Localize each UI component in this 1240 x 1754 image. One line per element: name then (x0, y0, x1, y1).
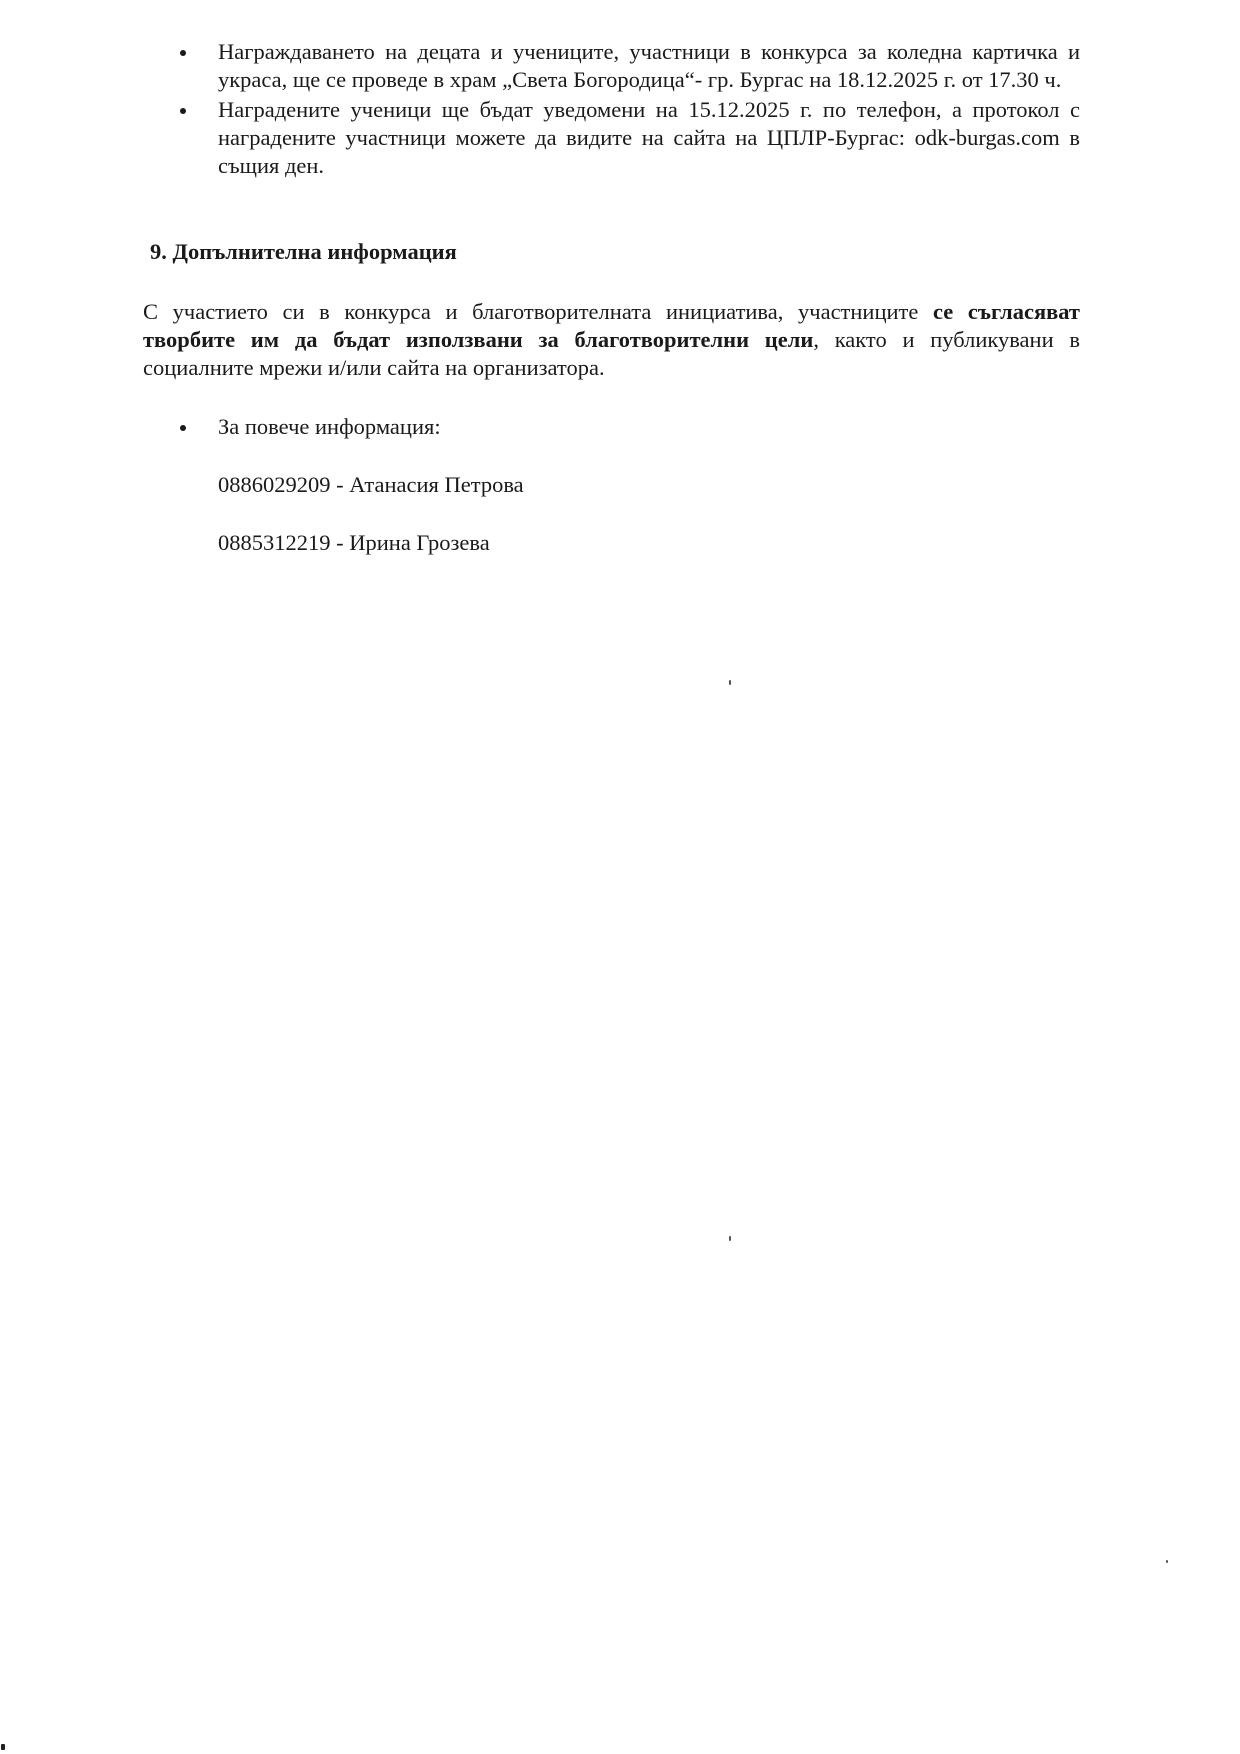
bullet-text: Награждаването на децата и учениците, участници в конкурса за коледна картичка и украса, ще се проведе в храм „Света Богородица“- гр. Бургас на 18.12.2025 г. от 17.30 ч. (218, 39, 1080, 92)
bullet-text: Наградените ученици ще бъдат уведомени на 15.12.2025 г. по телефон, а протокол с наградените участници можете да видите на сайта на ЦПЛР-Бургас: odk-burgas.com в същия ден. (218, 97, 1080, 178)
list-item (172, 38, 1080, 94)
para-text-end: , както и публикувани в социалните мрежи и/или сайта на организатора. (143, 327, 1080, 380)
scan-speck (729, 1236, 731, 1241)
consent-paragraph (143, 298, 1080, 382)
bullet-icon (180, 425, 186, 431)
contact-line: 0885312219 - Ирина Грозева (218, 530, 490, 555)
contact-line: 0886029209 - Атанасия Петрова (218, 472, 524, 497)
para-text-bold: се съгласяват творбите им да бъдат използвани за благотворителни цели (143, 299, 1080, 352)
scan-speck (729, 680, 731, 685)
para-text-start: С участието си в конкурса и благотворителната инициатива, участниците (143, 299, 934, 324)
bullet-icon (180, 108, 186, 114)
scan-speck (1, 1744, 5, 1750)
section-heading: 9. Допълнителна информация (150, 239, 457, 264)
contact-title: За повече информация: (218, 414, 441, 439)
contact-title-item (172, 413, 1080, 441)
scan-speck (1166, 1560, 1168, 1563)
bullet-icon (180, 50, 186, 56)
contact-info (172, 413, 1080, 557)
list-item (172, 96, 1080, 180)
awards-bullet-list (172, 38, 1080, 182)
